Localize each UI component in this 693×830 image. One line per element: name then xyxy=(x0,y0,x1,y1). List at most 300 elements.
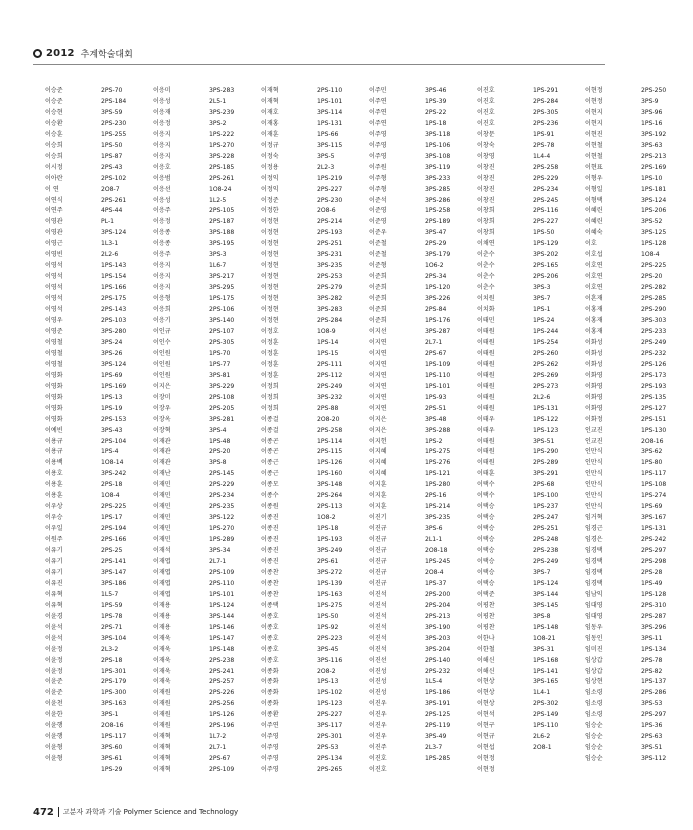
presentation-code: 3PS-163 xyxy=(101,700,127,708)
presentation-code: 2PS-204 xyxy=(425,601,451,609)
presentation-code: 2PS-232 xyxy=(425,667,451,675)
author-name: 이진규 xyxy=(369,536,387,544)
presentation-code: 1PS-108 xyxy=(641,481,667,489)
author-name: 이택승 xyxy=(477,579,495,587)
presentation-code: 3PS-144 xyxy=(209,612,235,620)
author-name: 이현섭 xyxy=(477,744,495,752)
presentation-code: 3PS-280 xyxy=(101,327,127,335)
presentation-code: 1PS-93 xyxy=(425,393,447,401)
presentation-code: 2PS-273 xyxy=(533,382,559,390)
presentation-code: 1PS-128 xyxy=(641,590,667,598)
presentation-code: 1O8-14 xyxy=(101,459,124,467)
presentation-code: 3PS-288 xyxy=(425,426,451,434)
presentation-code: 3PS-249 xyxy=(317,547,343,555)
author-name: 이종호 xyxy=(261,634,279,642)
presentation-code: 2PS-70 xyxy=(101,87,123,94)
table-row xyxy=(45,579,693,590)
author-name: 이재혁 xyxy=(153,755,171,763)
presentation-code: 2PS-151 xyxy=(641,415,667,423)
author-name: 이화영 xyxy=(585,382,603,390)
author-name: 이장우 xyxy=(153,404,171,412)
author-name: 이재민 xyxy=(153,481,171,489)
presentation-code: 1L2-5 xyxy=(209,196,227,204)
presentation-code: 2PS-251 xyxy=(317,240,343,248)
author-name: 이진규 xyxy=(369,557,387,565)
presentation-code: 1O8-2 xyxy=(317,514,336,522)
author-name: 이종근 xyxy=(261,470,279,478)
author-name: 이정현 xyxy=(261,317,279,325)
presentation-code: 3PS-49 xyxy=(425,733,447,741)
presentation-code: 1PS-29 xyxy=(101,766,123,774)
author-name: 이종걸 xyxy=(261,415,279,423)
presentation-code: 2PS-78 xyxy=(533,141,555,149)
author-name: 이재원 xyxy=(153,722,171,730)
presentation-code: 2PS-284 xyxy=(317,317,343,325)
author-name: 이장혁 xyxy=(153,426,171,434)
author-name: 이영근 xyxy=(45,240,63,248)
author-name: 이춘수 xyxy=(477,284,495,292)
presentation-code: 3PS-47 xyxy=(425,229,447,237)
author-name: 이준희 xyxy=(369,317,387,325)
author-name: 이재혁 xyxy=(153,766,171,774)
presentation-code: 3PS-272 xyxy=(317,568,343,576)
author-name: 이재엽 xyxy=(153,557,171,565)
presentation-code: 3PS-7 xyxy=(533,568,551,576)
author-name: 이승현 xyxy=(45,108,63,116)
presentation-code: 2PS-113 xyxy=(317,503,343,511)
table-row xyxy=(45,272,693,283)
table-row xyxy=(45,546,693,557)
author-name: 이현정 xyxy=(585,87,603,94)
author-name: 이창문 xyxy=(477,130,495,138)
author-name: 임경은 xyxy=(585,536,603,544)
presentation-code: 1PS-291 xyxy=(533,87,559,94)
presentation-code: 3PS-117 xyxy=(317,722,343,730)
author-name: 이종호 xyxy=(261,623,279,631)
table-row xyxy=(45,382,693,393)
author-name: 이창숙 xyxy=(477,141,495,149)
author-name: 이종진 xyxy=(261,514,279,522)
author-name: 이진규 xyxy=(369,547,387,555)
author-name: 이영석 xyxy=(45,284,63,292)
author-name: 이승희 xyxy=(45,152,63,160)
author-name: 이영철 xyxy=(45,338,63,346)
table-row xyxy=(45,612,693,623)
author-name: 이응지 xyxy=(153,284,171,292)
author-name: 이홍재 xyxy=(585,327,603,335)
author-name: 임경택 xyxy=(585,557,603,565)
author-name: 이응재 xyxy=(153,108,171,116)
author-name: 이재욱 xyxy=(153,667,171,675)
presentation-code: 2PS-116 xyxy=(533,207,559,215)
author-name: 이창희 xyxy=(477,218,495,226)
author-name: 이진주 xyxy=(369,744,387,752)
presentation-code: 3PS-34 xyxy=(209,547,231,555)
presentation-code: 1PS-4 xyxy=(101,448,119,456)
author-name: 이용호 xyxy=(45,470,63,478)
presentation-code: 1L4-1 xyxy=(533,689,551,697)
presentation-code: 2PS-286 xyxy=(641,689,667,697)
presentation-code: 2PS-235 xyxy=(209,503,235,511)
presentation-code: 2PS-126 xyxy=(641,360,667,368)
author-name: 이준철 xyxy=(369,240,387,248)
presentation-code: 3PS-59 xyxy=(101,108,123,116)
author-name: 이응성 xyxy=(153,196,171,204)
author-name: 이창진 xyxy=(477,163,495,171)
author-name: 이지연 xyxy=(369,393,387,401)
presentation-code: 2PS-305 xyxy=(209,338,235,346)
table-row xyxy=(45,480,693,491)
presentation-code: 2PS-297 xyxy=(641,547,667,555)
presentation-code: 3PS-283 xyxy=(317,306,343,314)
author-name: 이주영 xyxy=(369,130,387,138)
presentation-code: 1PS-110 xyxy=(533,722,559,730)
presentation-code: 3PS-124 xyxy=(101,229,127,237)
presentation-code: 1PS-148 xyxy=(209,645,235,653)
author-name: 이주연 xyxy=(369,108,387,116)
author-name: 이택수 xyxy=(477,481,495,489)
presentation-code: 2PS-234 xyxy=(533,185,559,193)
presentation-code: 1PS-146 xyxy=(209,623,235,631)
presentation-code: 3PS-114 xyxy=(317,108,343,116)
presentation-code: 1PS-176 xyxy=(425,317,451,325)
author-name: 이종근 xyxy=(261,459,279,467)
author-name: 이현정 xyxy=(585,97,603,105)
presentation-code: 3PS-108 xyxy=(425,152,451,160)
table-row xyxy=(45,261,693,272)
author-name: 이재호 xyxy=(261,108,279,116)
presentation-code: 1PS-270 xyxy=(209,141,235,149)
presentation-code: 3PS-43 xyxy=(101,426,123,434)
table-row xyxy=(45,699,693,710)
presentation-code: 1PS-37 xyxy=(425,579,447,587)
author-name: 이유진 xyxy=(45,579,63,587)
presentation-code: 3PS-45 xyxy=(317,645,339,653)
author-name: 이태우 xyxy=(477,426,495,434)
presentation-code: 2PS-18 xyxy=(101,481,123,489)
presentation-code: 3PS-119 xyxy=(425,163,451,171)
author-name: 이지연 xyxy=(369,382,387,390)
table-row xyxy=(45,119,693,130)
presentation-code: 1L5-7 xyxy=(101,590,119,598)
presentation-code: 2PS-184 xyxy=(101,97,127,105)
presentation-code: 3PS-116 xyxy=(317,656,343,664)
author-name: 이원주 xyxy=(45,536,63,544)
author-name: 이현지 xyxy=(585,108,603,116)
presentation-code: 1PS-285 xyxy=(425,755,451,763)
author-name: 임소령 xyxy=(585,711,603,719)
presentation-code: 1PS-139 xyxy=(317,579,343,587)
presentation-code: 3PS-3 xyxy=(533,284,551,292)
author-name: 임거혁 xyxy=(585,514,603,522)
presentation-code: 2PS-185 xyxy=(209,163,235,171)
presentation-code: 1PS-169 xyxy=(101,382,127,390)
author-name: 이종모 xyxy=(261,481,279,489)
author-name: 이정익 xyxy=(261,185,279,193)
presentation-code: 2PS-258 xyxy=(317,426,343,434)
author-name: 이현철 xyxy=(585,152,603,160)
presentation-code: 2PS-166 xyxy=(101,536,127,544)
table-row xyxy=(45,294,693,305)
presentation-code: 2PS-106 xyxy=(209,306,235,314)
author-name: 이영관 xyxy=(45,218,63,226)
presentation-code: 2PS-227 xyxy=(533,218,559,226)
presentation-code: 1PS-80 xyxy=(641,459,663,467)
presentation-code: 1PS-134 xyxy=(641,645,667,653)
presentation-code: 2PS-194 xyxy=(101,525,127,533)
page-number: 472 xyxy=(33,806,54,818)
author-name: 이치원 xyxy=(477,295,495,303)
presentation-code: 2PS-227 xyxy=(317,711,343,719)
table-row xyxy=(45,524,693,535)
author-name: 임대영 xyxy=(585,612,603,620)
author-name: 이승준 xyxy=(45,97,63,105)
table-row xyxy=(45,765,693,776)
author-name: 이용규 xyxy=(45,437,63,445)
author-name: 이혜린 xyxy=(585,207,603,215)
author-name: 이응주 xyxy=(153,251,171,259)
presentation-code xyxy=(641,765,693,776)
presentation-code: 1PS-39 xyxy=(425,97,447,105)
presentation-code: 2PS-175 xyxy=(101,295,127,303)
table-row xyxy=(45,568,693,579)
author-name: 이정준 xyxy=(261,196,279,204)
author-name: 이재혁 xyxy=(153,733,171,741)
table-row xyxy=(45,469,693,480)
presentation-code: 1PS-124 xyxy=(533,579,559,587)
author-name: 이종택 xyxy=(261,601,279,609)
author-name: 이화영 xyxy=(585,393,603,401)
presentation-code: 2O8-2 xyxy=(317,667,336,675)
author-name: 이주영 xyxy=(369,152,387,160)
presentation-code: 1O8-4 xyxy=(101,492,120,500)
presentation-code: 2PS-127 xyxy=(641,404,667,412)
author-name: 이재욱 xyxy=(153,645,171,653)
author-name: 임상갑 xyxy=(585,667,603,675)
author-name: 이현표 xyxy=(585,163,603,171)
table-row xyxy=(45,656,693,667)
author-name: 이준영 xyxy=(369,218,387,226)
presentation-code: 2O8-20 xyxy=(317,415,340,423)
author-name: 이진석 xyxy=(369,634,387,642)
presentation-code: 2PS-115 xyxy=(317,448,343,456)
author-name: 이지훈 xyxy=(369,492,387,500)
presentation-code: 2PS-297 xyxy=(641,711,667,719)
author-name: 이영석 xyxy=(45,262,63,270)
presentation-code: 1PS-129 xyxy=(533,240,559,248)
presentation-code: 1PS-275 xyxy=(425,448,451,456)
presentation-code: 2PS-68 xyxy=(533,481,555,489)
presentation-code: 2PS-71 xyxy=(101,623,123,631)
author-name: 이재용 xyxy=(153,623,171,631)
author-name: 이응미 xyxy=(153,87,171,94)
table-row xyxy=(45,677,693,688)
author-name: 이윤정 xyxy=(45,656,63,664)
presentation-code: 2PS-67 xyxy=(209,755,231,763)
presentation-code: 1PS-130 xyxy=(641,426,667,434)
author-name: 이태원 xyxy=(477,437,495,445)
author-name: 이진선 xyxy=(369,656,387,664)
author-name: 이용훈 xyxy=(45,492,63,500)
table-row xyxy=(45,316,693,327)
author-name: 이지은 xyxy=(153,382,171,390)
author-name: 이진성 xyxy=(369,667,387,675)
author-name: 이응범 xyxy=(153,174,171,182)
table-row xyxy=(45,590,693,601)
presentation-code: 3PS-229 xyxy=(209,382,235,390)
author-name: 이주형 xyxy=(369,185,387,193)
presentation-code: 2PS-206 xyxy=(533,273,559,281)
presentation-code: 1PS-181 xyxy=(641,185,667,193)
author-name: 이응선 xyxy=(153,185,171,193)
presentation-code: 2PS-109 xyxy=(209,568,235,576)
author-name: 이창영 xyxy=(477,152,495,160)
table-row xyxy=(45,732,693,743)
author-name: 이재관 xyxy=(153,459,171,467)
presentation-code: 3PS-195 xyxy=(209,240,235,248)
author-name: 이호섭 xyxy=(585,251,603,259)
author-name: 이종진 xyxy=(261,525,279,533)
author-name: 이유기 xyxy=(45,557,63,565)
presentation-code: 1PS-121 xyxy=(425,470,451,478)
presentation-code: 2L7-1 xyxy=(209,744,227,752)
author-name: 이응호 xyxy=(153,163,171,171)
author-name: 이춘수 xyxy=(477,262,495,270)
author-name: 이화영 xyxy=(585,404,603,412)
author-name: 이준희 xyxy=(369,284,387,292)
author-name: 이혼재 xyxy=(585,295,603,303)
author-name: 이지훈 xyxy=(369,481,387,489)
author-name: 이준우 xyxy=(369,229,387,237)
author-name: 이정현 xyxy=(261,251,279,259)
author-name: 이정현 xyxy=(261,284,279,292)
author-name: 이재관 xyxy=(153,448,171,456)
author-name: 이인원 xyxy=(153,371,171,379)
journal-title: 고분자 과학과 기술 Polymer Science and Technology xyxy=(62,808,239,816)
presentation-code: 2PS-143 xyxy=(101,306,127,314)
author-name: 이영석 xyxy=(45,273,63,281)
presentation-code: 1PS-15 xyxy=(317,349,339,357)
table-row xyxy=(45,130,693,141)
table-row xyxy=(45,557,693,568)
table-row xyxy=(45,645,693,656)
author-name: 이아란 xyxy=(45,174,63,182)
author-name: 이화정 xyxy=(585,415,603,423)
table-row xyxy=(45,754,693,765)
presentation-code: 1L3-1 xyxy=(101,240,119,248)
author-name: 이주연 xyxy=(261,722,279,730)
author-name: 이영우 xyxy=(45,317,63,325)
author-name: 이영화 xyxy=(45,415,63,423)
author-name: 이태원 xyxy=(477,382,495,390)
presentation-code: 3PS-53 xyxy=(641,700,663,708)
author-name: 이진규 xyxy=(369,579,387,587)
author-name: 이응지 xyxy=(153,141,171,149)
author-name: 이현정 xyxy=(477,766,495,774)
presentation-code: 3PS-51 xyxy=(641,744,663,752)
author-name: 이춘수 xyxy=(477,251,495,259)
author-name: 이종걸 xyxy=(261,426,279,434)
presentation-code: 2O8-18 xyxy=(425,547,448,555)
author-name: 이평찬 xyxy=(477,612,495,620)
presentation-code: 2O8-4 xyxy=(425,568,444,576)
presentation-code: 2PS-108 xyxy=(209,393,235,401)
presentation-code: 3PS-26 xyxy=(101,349,123,357)
presentation-code: 2PS-230 xyxy=(101,119,127,127)
author-name: 이호연 xyxy=(585,273,603,281)
presentation-code: 2PS-260 xyxy=(533,349,559,357)
presentation-code: 3PS-2 xyxy=(209,119,227,127)
presentation-code: 3PS-303 xyxy=(641,317,667,325)
presentation-code: 2PS-28 xyxy=(641,568,663,576)
presentation-code: 2PS-125 xyxy=(425,711,451,719)
presentation-code: 2L7-1 xyxy=(209,557,227,565)
presentation-code: 2PS-82 xyxy=(641,667,663,675)
presentation-code: 2PS-43 xyxy=(101,163,123,171)
author-name: 이지혜 xyxy=(369,448,387,456)
presentation-code: 2PS-245 xyxy=(533,196,559,204)
author-name: 이종화 xyxy=(261,667,279,675)
presentation-code: 2PS-119 xyxy=(425,722,451,730)
presentation-code xyxy=(533,754,585,765)
author-name: 이종환 xyxy=(261,711,279,719)
presentation-code: 2PS-310 xyxy=(641,601,667,609)
presentation-code: 3PS-31 xyxy=(533,645,555,653)
presentation-code: 2L6-2 xyxy=(533,733,551,741)
presentation-code: 1PS-16 xyxy=(641,119,663,127)
author-name: 이진호 xyxy=(477,108,495,116)
presentation-code: 3PS-228 xyxy=(209,152,235,160)
author-name: 이윤준 xyxy=(45,689,63,697)
presentation-code: 2PS-205 xyxy=(209,404,235,412)
table-row xyxy=(45,86,693,97)
author-name: 이응정 xyxy=(153,119,171,127)
author-name: 이진우 xyxy=(369,722,387,730)
presentation-code: 2PS-238 xyxy=(533,547,559,555)
author-name: 이준희 xyxy=(369,273,387,281)
presentation-code: 2PS-193 xyxy=(641,382,667,390)
author-name: 임미진 xyxy=(585,645,603,653)
author-name: 이재원 xyxy=(153,711,171,719)
author-name: 이정현 xyxy=(261,262,279,270)
table-row xyxy=(45,349,693,360)
author-name: 이종진 xyxy=(261,536,279,544)
presentation-code: 1PS-101 xyxy=(209,590,235,598)
presentation-code: 3PS-124 xyxy=(641,196,667,204)
presentation-code: 1O8-21 xyxy=(533,634,556,642)
author-name: 이지혜 xyxy=(369,459,387,467)
author-name: 이윤석 xyxy=(45,623,63,631)
table-row xyxy=(45,360,693,371)
presentation-code: 2L2-6 xyxy=(101,251,119,259)
presentation-code: 3PS-285 xyxy=(425,185,451,193)
presentation-code: 2PS-248 xyxy=(533,536,559,544)
presentation-code: 2PS-84 xyxy=(425,306,447,314)
author-name: 이진우 xyxy=(369,733,387,741)
author-name: 이응지 xyxy=(153,130,171,138)
presentation-code: 2L1-1 xyxy=(425,536,443,544)
presentation-code: 3PS-188 xyxy=(209,229,235,237)
author-name: 이택승 xyxy=(477,568,495,576)
author-name: 이진석 xyxy=(369,590,387,598)
presentation-code: 1PS-2 xyxy=(425,437,443,445)
author-name: 이윤행 xyxy=(45,733,63,741)
author-name: 이영석 xyxy=(45,306,63,314)
presentation-code: 2PS-105 xyxy=(209,207,235,215)
author-name: 이정훈 xyxy=(261,371,279,379)
author-name: 이응형 xyxy=(153,295,171,303)
table-row xyxy=(45,217,693,228)
